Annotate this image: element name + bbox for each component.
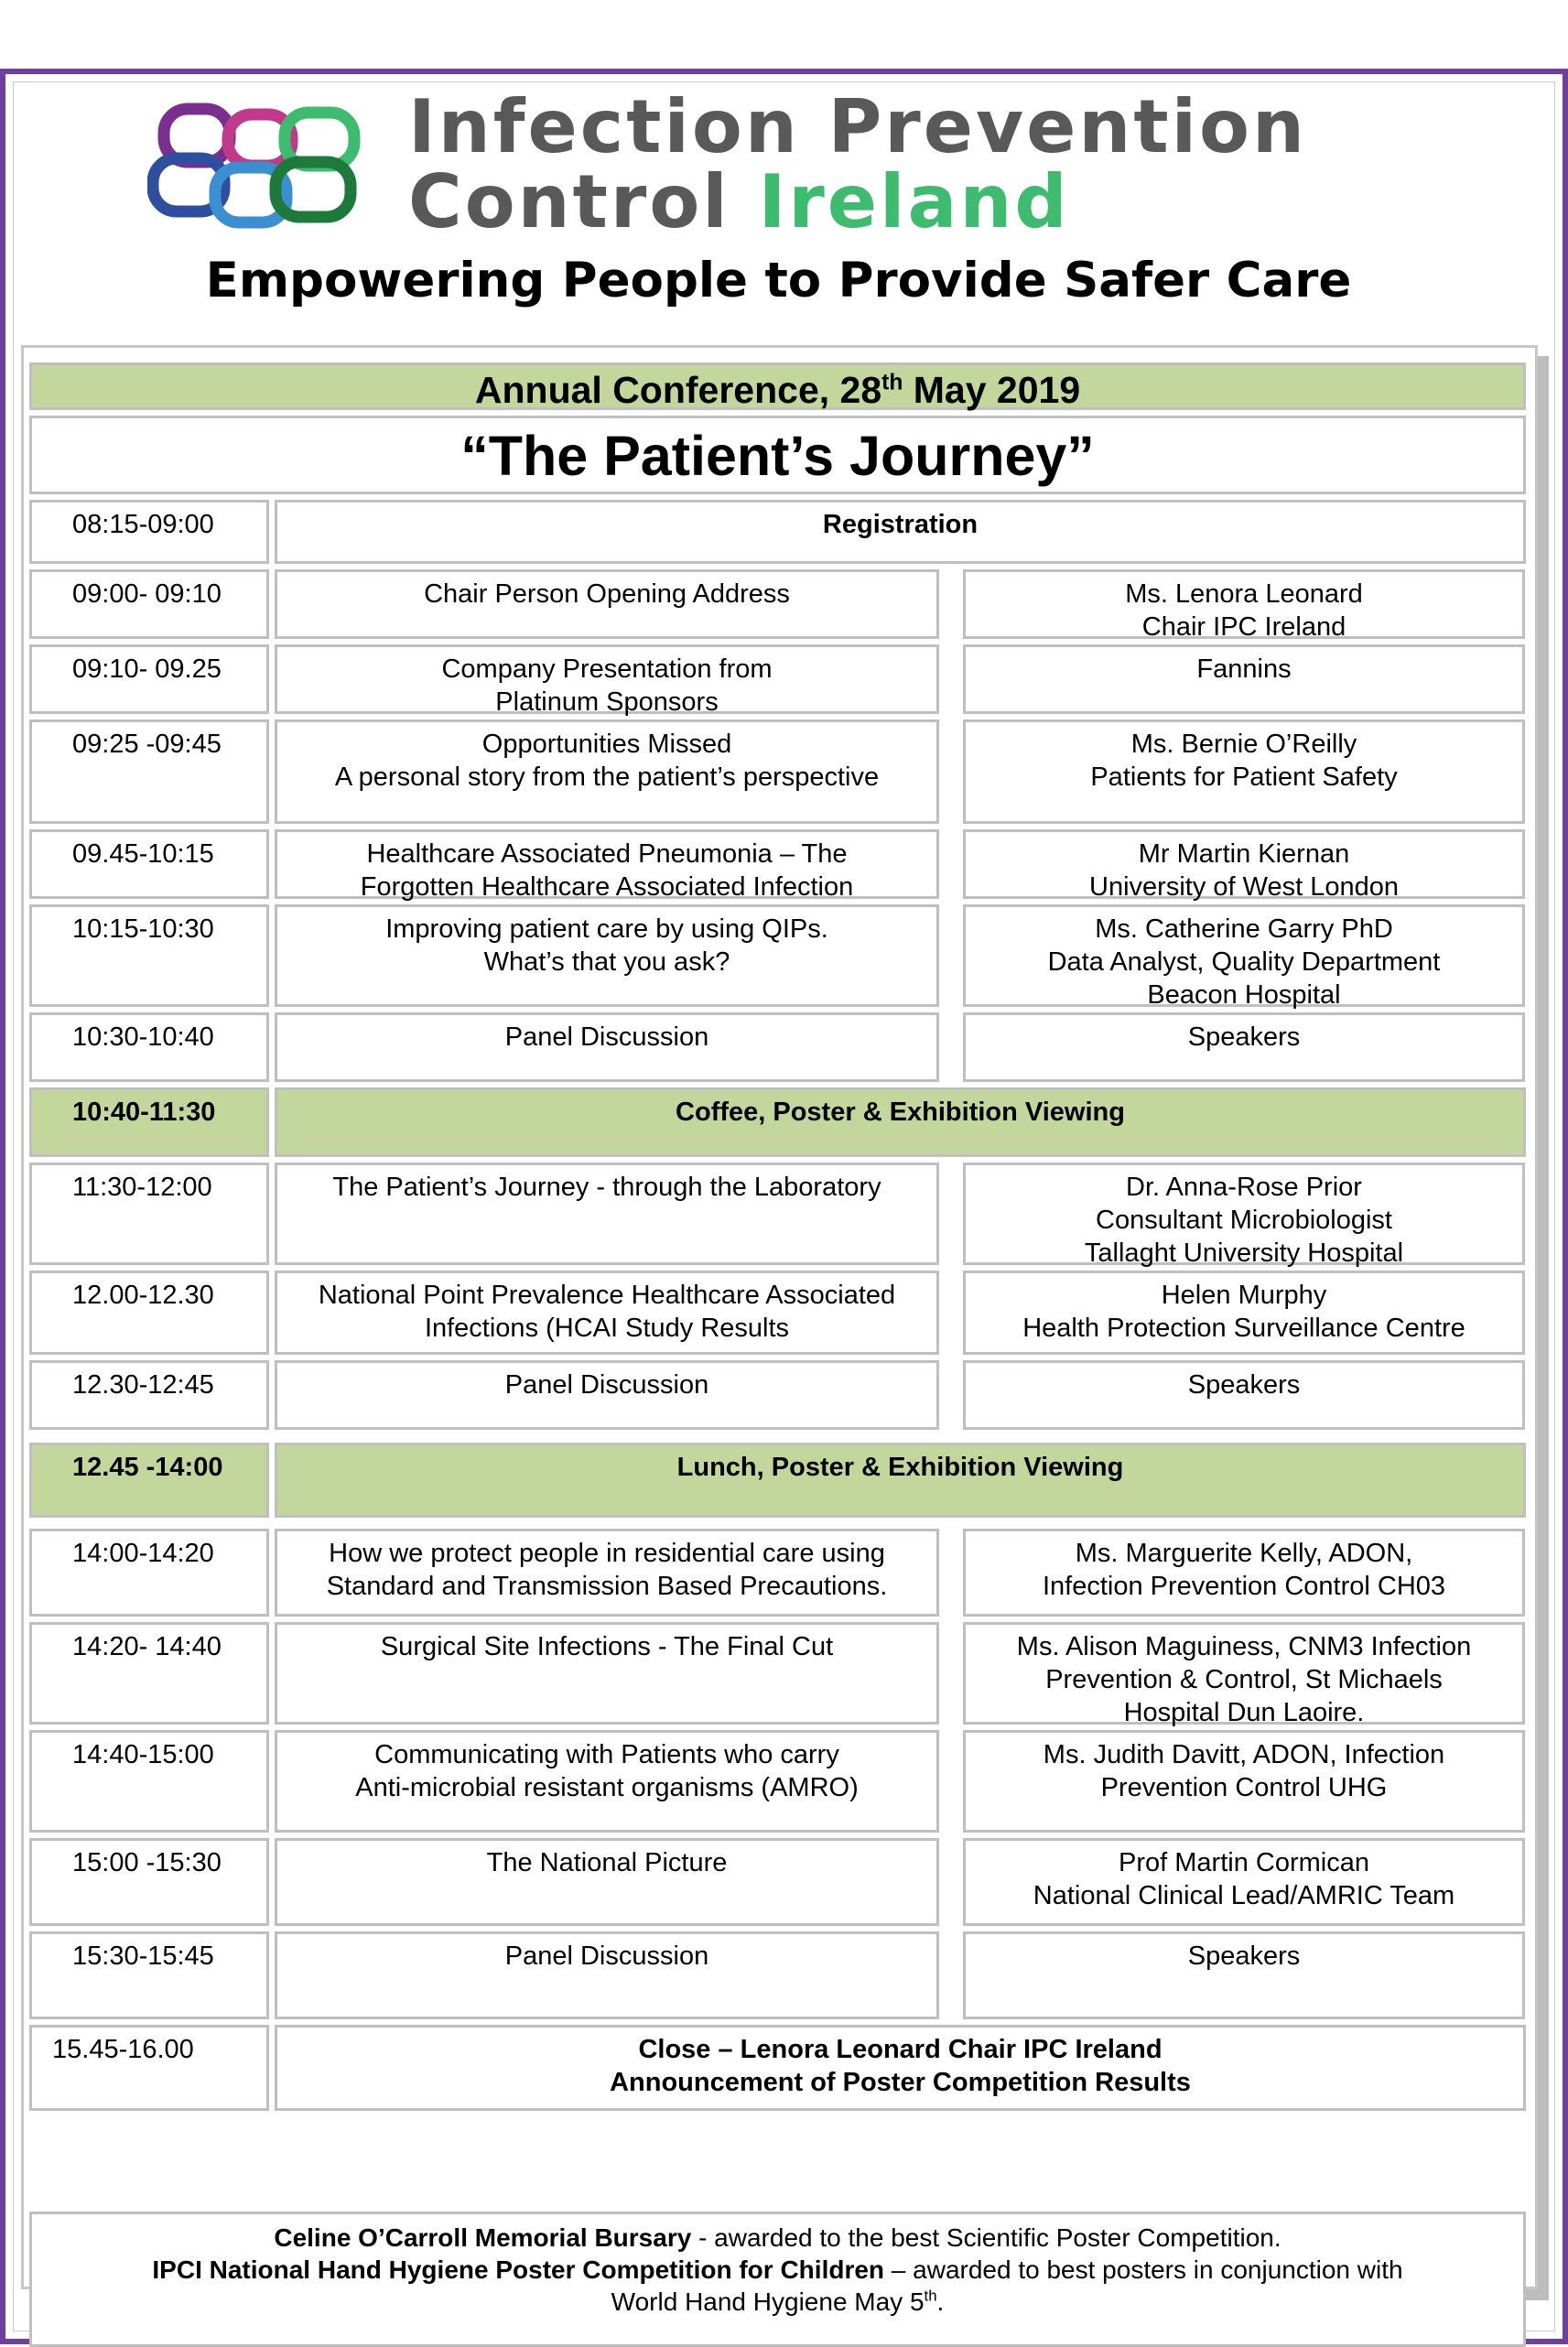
line: Helen Murphy	[1161, 1281, 1327, 1310]
brand-name	[408, 84, 1507, 244]
line: Ms. Marguerite Kelly, ADON,	[1075, 1539, 1413, 1568]
talk-cell	[275, 1529, 939, 1617]
line: Prevention Control UHG	[1100, 1773, 1388, 1802]
line: Tallaght University Hospital	[1084, 1238, 1404, 1268]
award2-sup: th	[924, 2287, 937, 2305]
line: Standard and Transmission Based Precautions.	[326, 1572, 888, 1601]
talk-cell	[275, 569, 939, 639]
conference-title	[29, 362, 1526, 410]
ipc-logo-icon	[147, 102, 367, 239]
brand-ireland: Ireland	[758, 159, 1070, 244]
line: Company Presentation from	[441, 654, 773, 684]
award1-text: - awarded to the best Scientific Poster Competition.	[691, 2223, 1281, 2252]
line: Ms. Judith Davitt, ADON, Infection	[1043, 1740, 1445, 1769]
line: Improving patient care by using QIPs.	[385, 914, 828, 944]
page-frame	[0, 69, 1568, 2344]
speaker-cell	[963, 1163, 1525, 1268]
line: Ms. Bernie O’Reilly	[1130, 730, 1357, 759]
line: Fannins	[1196, 654, 1292, 684]
time-cell: 11:30-12:00	[29, 1163, 269, 1265]
line: Health Protection Surveillance Centre	[1022, 1314, 1465, 1343]
award-line-3	[32, 2286, 1523, 2318]
line: Data Analyst, Quality Department	[1047, 947, 1441, 977]
time-cell: 10:15-10:30	[29, 904, 269, 1007]
line: Close – Lenora Leonard Chair IPC Ireland	[638, 2035, 1162, 2064]
conference-title-text: Annual Conference, 28	[474, 369, 882, 411]
award-line-2	[32, 2254, 1523, 2286]
line: Announcement of Poster Competition Results	[610, 2068, 1191, 2097]
break-cell: Coffee, Poster & Exhibition Viewing	[275, 1087, 1526, 1157]
line: University of West London	[1089, 872, 1399, 902]
time-cell: 09:10- 09.25	[29, 644, 269, 714]
award2-line2: World Hand Hygiene May 5	[611, 2288, 925, 2316]
talk-cell	[275, 904, 939, 1007]
speaker-cell	[963, 1529, 1525, 1617]
line: Surgical Site Infections - The Final Cut	[380, 1632, 834, 1661]
line: Ms. Alison Maguiness, CNM3 Infection	[1016, 1632, 1472, 1661]
conference-title-date: May 2019	[903, 369, 1081, 411]
conference-title-sup: th	[881, 370, 903, 395]
line: Healthcare Associated Pneumonia – The	[366, 839, 848, 869]
line: Speakers	[1187, 1022, 1301, 1052]
talk-cell	[275, 1271, 939, 1355]
talk-cell	[275, 719, 939, 824]
line: Consultant Microbiologist	[1096, 1206, 1392, 1235]
speaker-cell	[963, 1622, 1525, 1725]
line: Hospital Dun Laoire.	[1123, 1698, 1365, 1727]
speaker-cell	[963, 569, 1525, 642]
time-cell: 09:25 -09:45	[29, 719, 269, 824]
line: How we protect people in residential care using	[329, 1539, 885, 1568]
brand-line-2	[408, 159, 1507, 244]
awards-footer	[29, 2212, 1526, 2347]
line: Infection Prevention Control CH03	[1042, 1572, 1446, 1601]
speaker-cell	[963, 1271, 1525, 1355]
talk-cell	[275, 644, 939, 717]
talk-cell	[275, 1838, 939, 1926]
time-cell: 10:40-11:30	[29, 1087, 269, 1157]
line: Patients for Patient Safety	[1090, 763, 1398, 792]
time-cell: 09:00- 09:10	[29, 569, 269, 639]
speaker-cell	[963, 1012, 1525, 1082]
speaker-cell	[963, 644, 1525, 714]
speaker-cell	[963, 719, 1525, 824]
session-cell	[275, 2025, 1526, 2111]
talk-cell	[275, 829, 939, 902]
award-line-1	[32, 2222, 1523, 2254]
programme-sheet	[21, 345, 1538, 2316]
line: Chair Person Opening Address	[424, 579, 790, 609]
line: Panel Discussion	[504, 1941, 709, 1971]
speaker-cell	[963, 1838, 1525, 1926]
line: National Clinical Lead/AMRIC Team	[1033, 1881, 1455, 1910]
line: Mr Martin Kiernan	[1138, 839, 1350, 869]
line: Opportunities Missed	[481, 730, 732, 759]
speaker-cell	[963, 1931, 1525, 2019]
line: Panel Discussion	[504, 1370, 709, 1400]
line: Prof Martin Cormican	[1119, 1848, 1369, 1877]
line: Dr. Anna-Rose Prior	[1126, 1173, 1362, 1202]
time-cell: 15:30-15:45	[29, 1931, 269, 2019]
award2-name: IPCI National Hand Hygiene Poster Competition for Children	[152, 2255, 885, 2284]
award1-name: Celine O’Carroll Memorial Bursary	[274, 2223, 692, 2252]
time-cell: 10:30-10:40	[29, 1012, 269, 1082]
line: Communicating with Patients who carry	[374, 1740, 839, 1769]
talk-cell	[275, 1163, 939, 1265]
line: The Patient’s Journey - through the Laboratory	[332, 1173, 881, 1202]
time-cell: 14:40-15:00	[29, 1730, 269, 1833]
time-cell: 12.45 -14:00	[29, 1443, 269, 1518]
line: Panel Discussion	[504, 1022, 709, 1052]
talk-cell	[275, 1012, 939, 1082]
brand-line-1: Infection Prevention	[408, 84, 1307, 169]
line: Ms. Catherine Garry PhD	[1095, 914, 1393, 944]
line: Speakers	[1187, 1941, 1301, 1971]
time-cell: 08:15-09:00	[29, 500, 269, 564]
session-cell: Registration	[275, 500, 1526, 564]
break-cell: Lunch, Poster & Exhibition Viewing	[275, 1443, 1526, 1518]
speaker-cell	[963, 1360, 1525, 1430]
talk-cell	[275, 1730, 939, 1833]
talk-cell	[275, 1931, 939, 2019]
talk-cell	[275, 1622, 939, 1725]
time-cell: 12.00-12.30	[29, 1271, 269, 1355]
talk-cell	[275, 1360, 939, 1430]
line: Prevention & Control, St Michaels	[1045, 1665, 1443, 1694]
line: Platinum Sponsors	[495, 687, 719, 717]
line: Beacon Hospital	[1147, 980, 1341, 1010]
conference-subtitle: “The Patient’s Journey”	[29, 416, 1526, 494]
time-cell: 15:00 -15:30	[29, 1838, 269, 1926]
line: Forgotten Healthcare Associated Infection	[360, 872, 854, 902]
line: Speakers	[1187, 1370, 1301, 1400]
award2-end: .	[936, 2288, 945, 2316]
time-cell: 14:00-14:20	[29, 1529, 269, 1617]
speaker-cell	[963, 1730, 1525, 1833]
time-cell: 09.45-10:15	[29, 829, 269, 899]
line: What’s that you ask?	[483, 947, 730, 977]
tagline: Empowering People to Provide Safer Care	[205, 253, 1352, 308]
time-cell: 12.30-12:45	[29, 1360, 269, 1430]
time-cell: 14:20- 14:40	[29, 1622, 269, 1725]
brand-control: Control	[408, 159, 759, 244]
line: National Point Prevalence Healthcare Associated	[318, 1281, 896, 1310]
line: The National Picture	[486, 1848, 728, 1877]
speaker-cell	[963, 904, 1525, 1010]
award2-text: – awarded to best posters in conjunction with	[884, 2255, 1403, 2284]
line: Ms. Lenora Leonard	[1125, 579, 1363, 609]
time-cell: 15.45-16.00	[29, 2025, 269, 2111]
speaker-cell	[963, 829, 1525, 902]
line: A personal story from the patient’s perspective	[334, 763, 880, 792]
line: Anti-microbial resistant organisms (AMRO)	[355, 1773, 859, 1802]
line: Infections (HCAI Study Results	[424, 1314, 790, 1343]
line: Chair IPC Ireland	[1141, 612, 1346, 642]
